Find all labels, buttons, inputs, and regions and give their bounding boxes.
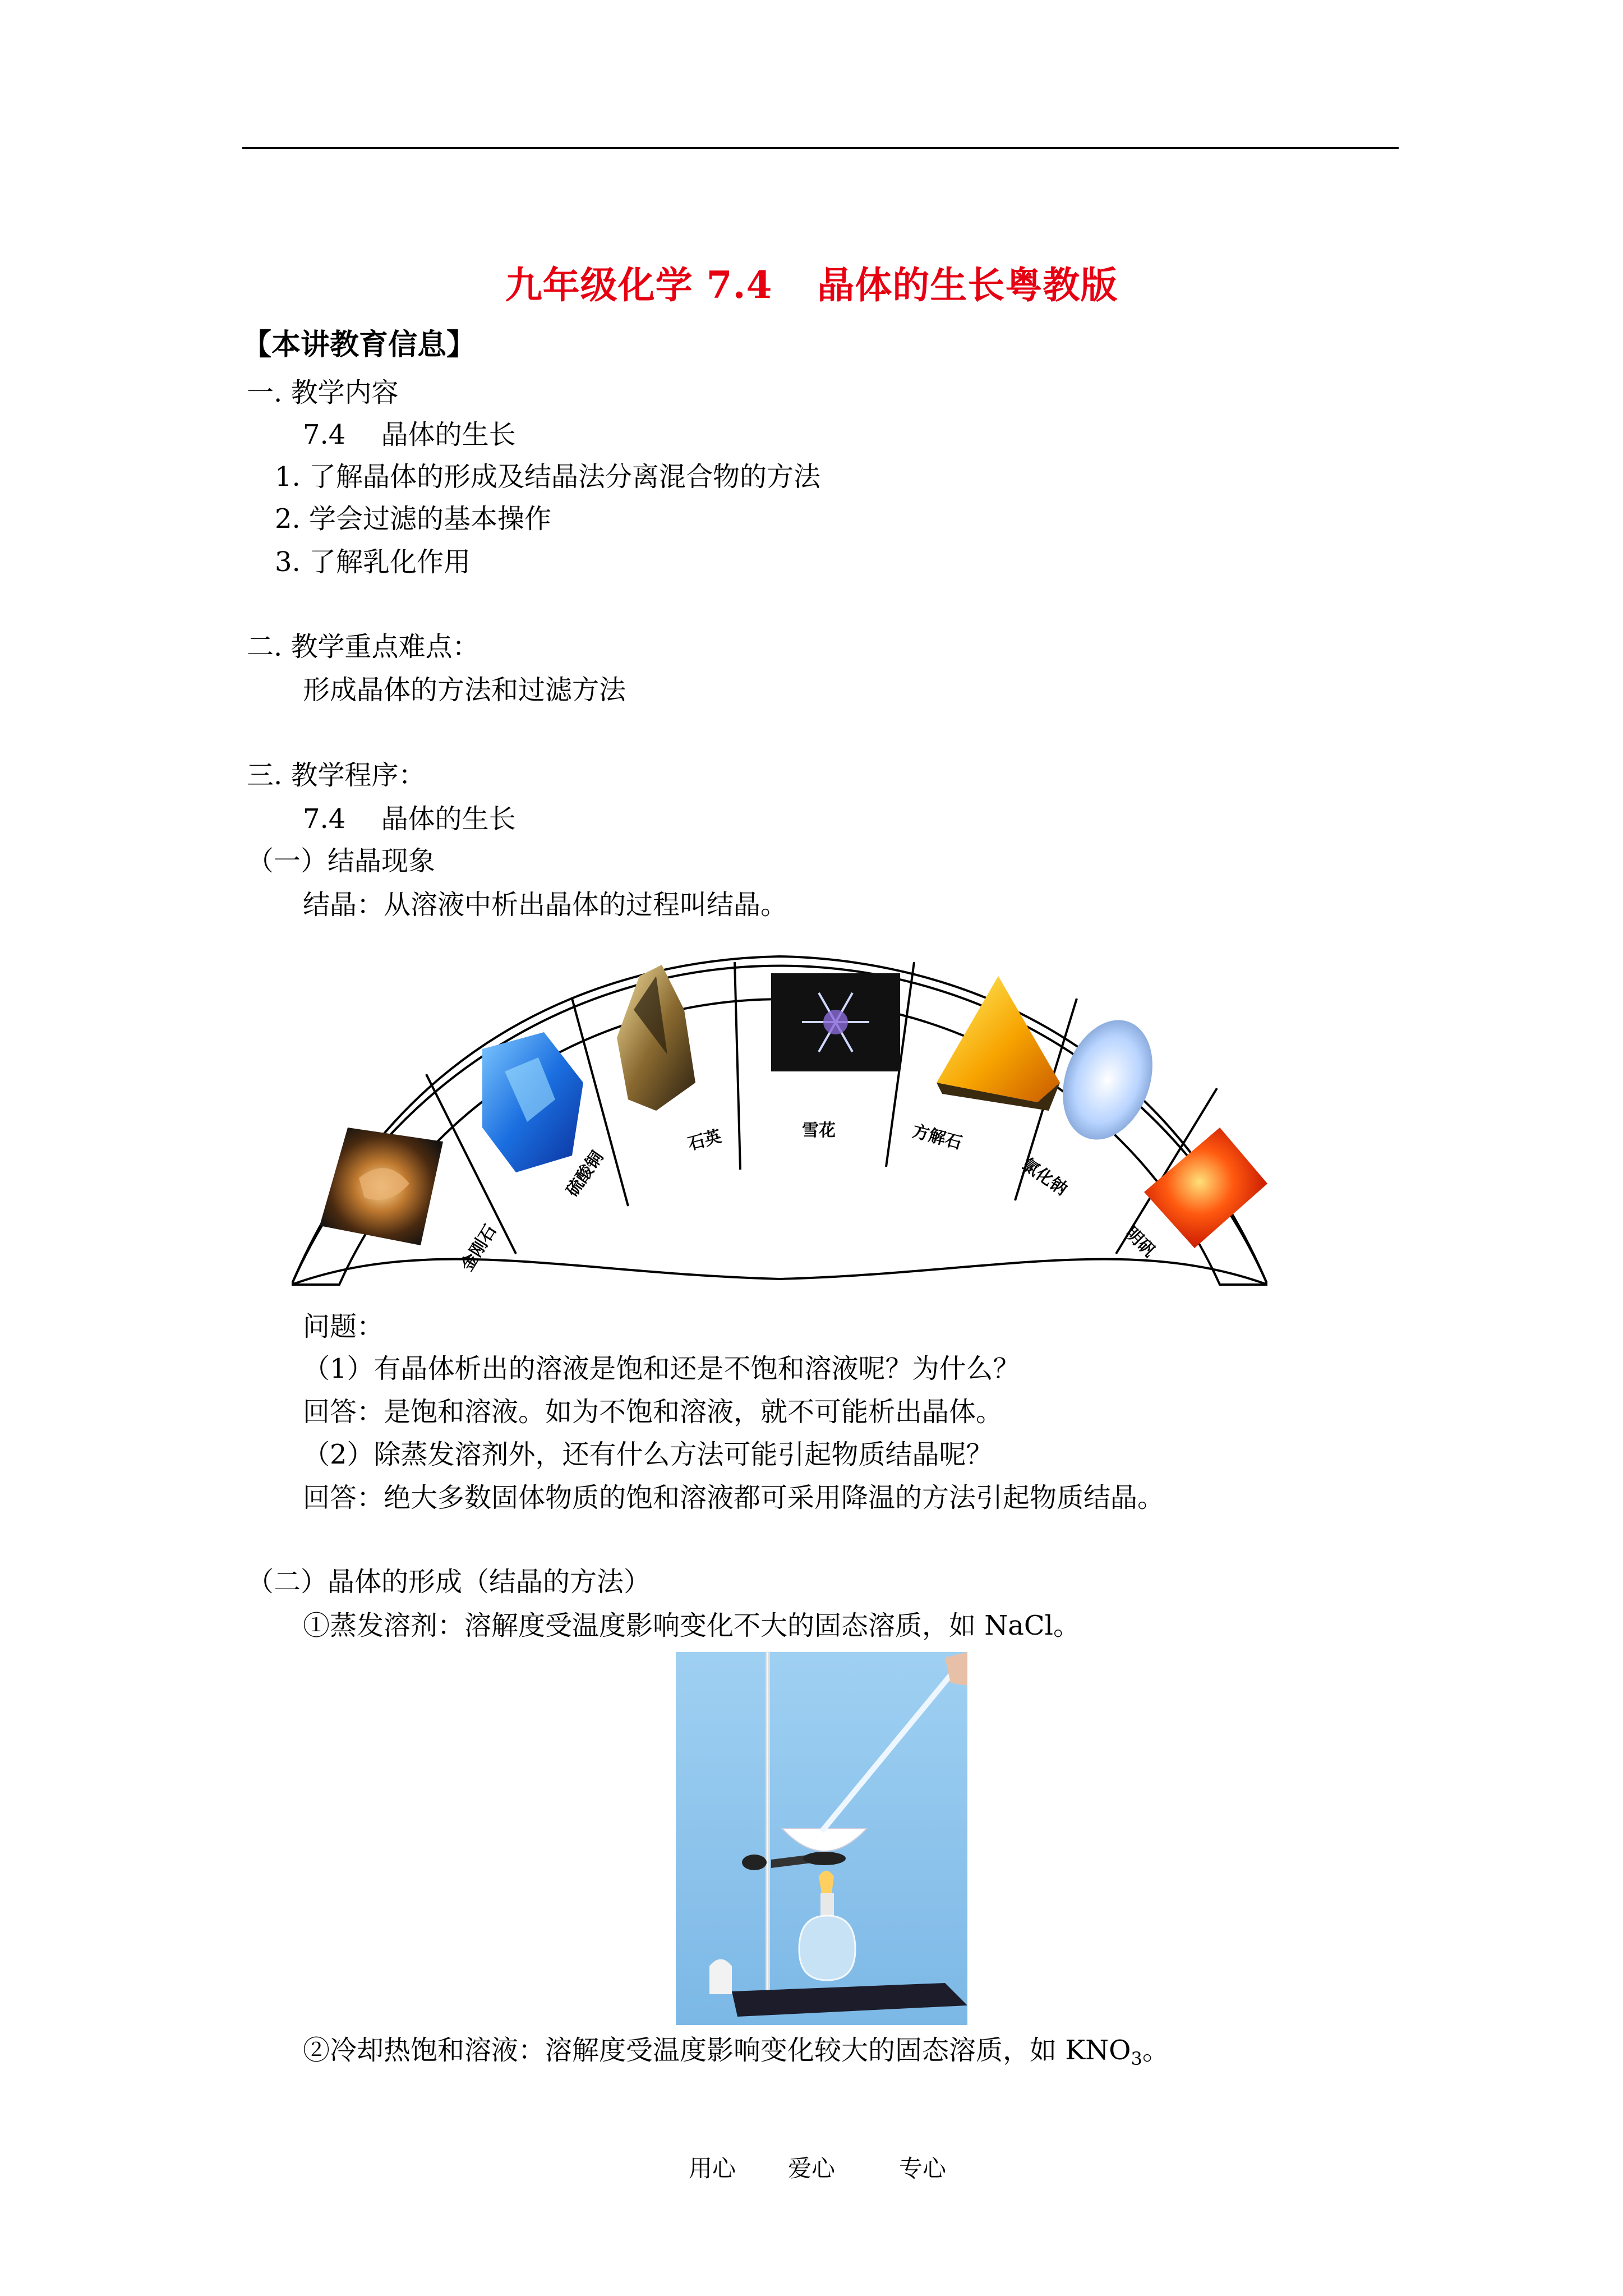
- title-part-2: 晶体的生长粤教版: [817, 263, 1118, 307]
- section1-item-1: 1. 了解晶体的形成及结晶法分离混合物的方法: [275, 461, 821, 493]
- section1-item-3: 3. 了解乳化作用: [275, 546, 471, 578]
- question-1: （1）有晶体析出的溶液是饱和还是不饱和溶液呢？为什么？: [303, 1353, 1020, 1384]
- crystal-label-copper-sulfate: 硫酸铜: [562, 1147, 608, 1200]
- method-1: ①蒸发溶剂：溶解度受温度影响变化不大的固态溶质，如 NaCl。: [303, 1610, 1080, 1641]
- section-two-heading: （二）晶体的形成（结晶的方法）: [247, 1566, 651, 1598]
- section3-sub1: （一）结晶现象: [247, 845, 436, 877]
- section2-text: 形成晶体的方法和过滤方法: [303, 674, 626, 706]
- snowflake-image: [771, 973, 900, 1071]
- alum-crystal-image: [1144, 1128, 1267, 1248]
- header-rule: [242, 147, 1399, 149]
- crystal-label-calcite: 方解石: [910, 1121, 964, 1154]
- crystal-label-alum: 明矾: [1121, 1223, 1159, 1262]
- crystal-label-snowflake: 雪花: [802, 1121, 836, 1140]
- method-2-text: ②冷却热饱和溶液：溶解度受温度影响变化较大的固态溶质，如 KNO: [303, 2035, 1131, 2066]
- answer-1: 回答：是饱和溶液。如为不饱和溶液，就不可能析出晶体。: [303, 1396, 1003, 1428]
- copper-sulfate-crystal-image: [482, 1032, 583, 1172]
- crystal-label-quartz: 石英: [686, 1126, 724, 1154]
- footer-item-2: 爱心: [788, 2155, 836, 2182]
- footer-item-3: 专心: [899, 2155, 947, 2182]
- crystal-label-sodium-chloride: 氯化钠: [1018, 1154, 1071, 1200]
- footer-item-1: 用心: [689, 2155, 736, 2182]
- section1-item-2: 2. 学会过滤的基本操作: [275, 503, 552, 535]
- method-2: [303, 2033, 1169, 2076]
- info-heading: 【本讲教育信息】: [242, 328, 476, 362]
- evaporation-apparatus-photo: [676, 1652, 967, 2025]
- question-label: 问题：: [303, 1311, 384, 1342]
- method-2-subscript: 3: [1131, 2048, 1142, 2069]
- crystal-label-diamond: 金刚石: [457, 1221, 501, 1275]
- section1-topic: 7.4 晶体的生长: [303, 419, 516, 450]
- page-title: [0, 255, 1623, 309]
- crystal-fan-figure: [292, 942, 1267, 1296]
- answer-2: 回答：绝大多数固体物质的饱和溶液都可采用降温的方法引起物质结晶。: [303, 1482, 1165, 1513]
- question-2: （2）除蒸发溶剂外，还有什么方法可能引起物质结晶呢？: [303, 1439, 993, 1470]
- section3-topic: 7.4 晶体的生长: [303, 803, 516, 835]
- method-2-end: 。: [1142, 2035, 1169, 2066]
- section3-definition: 结晶：从溶液中析出晶体的过程叫结晶。: [303, 889, 788, 921]
- section2-heading: 二. 教学重点难点：: [247, 631, 479, 662]
- title-part-1: 九年级化学 7.4: [505, 263, 773, 307]
- section3-heading: 三. 教学程序：: [247, 760, 426, 791]
- diamond-crystal-image: [320, 1128, 443, 1245]
- sodium-chloride-crystal-image: [1047, 1007, 1168, 1152]
- section1-heading: 一. 教学内容: [247, 377, 399, 408]
